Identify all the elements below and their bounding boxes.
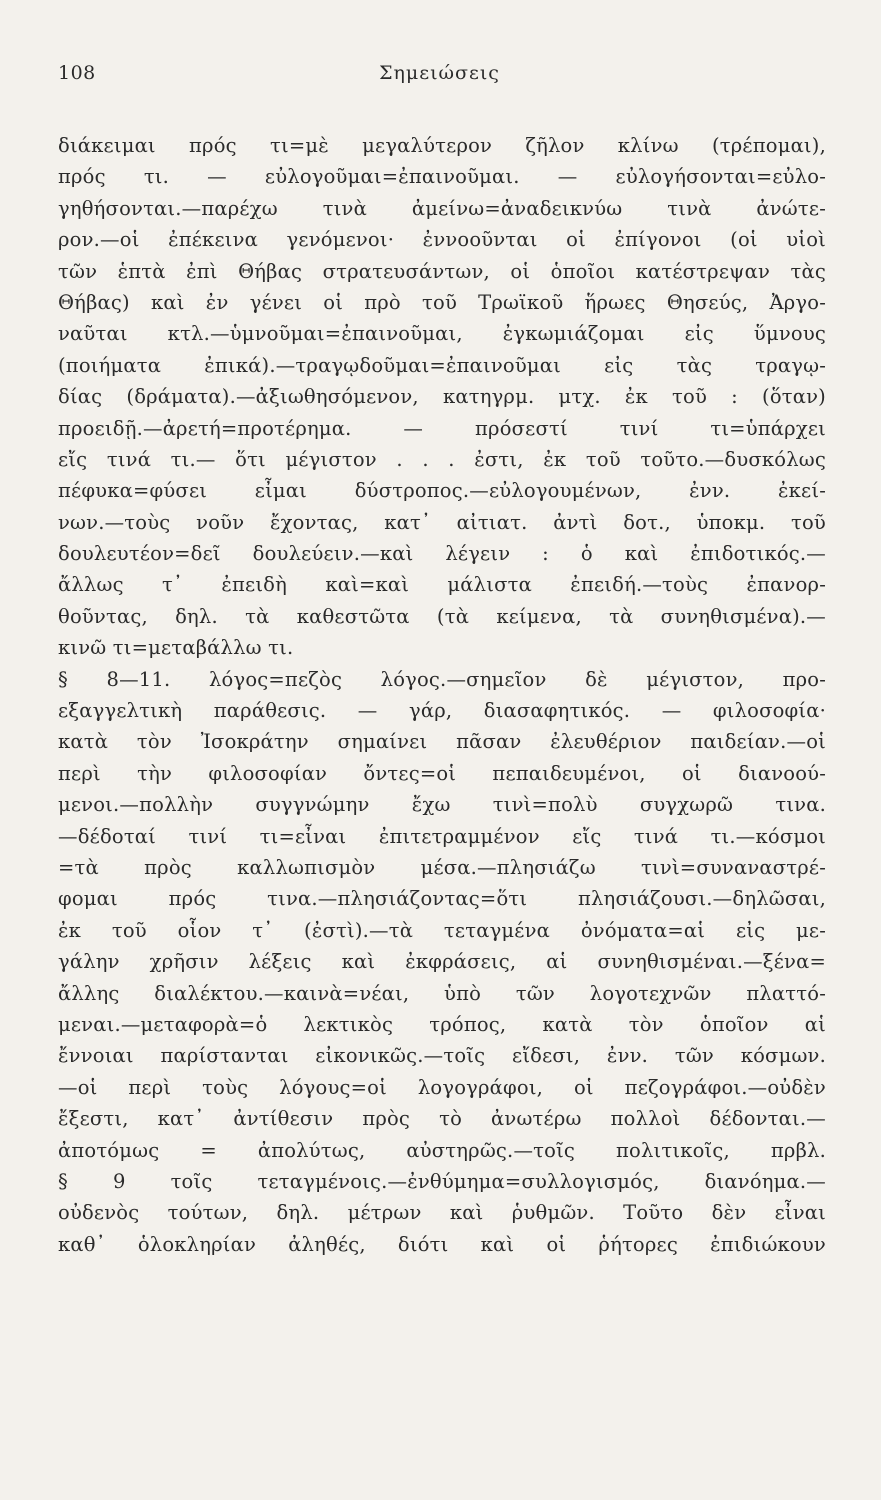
text-line: καθ᾽ ὁλοκληρίαν ἀληθές, διότι καὶ οἱ ῥήτορες ἐπιδιώκουν [58,1232,826,1256]
text-line: ἔξεστι, κατ᾽ ἀντίθεσιν πρὸς τὸ ἀνωτέρω πολλοὶ δέδονται.— [58,1107,826,1131]
text-line: δουλευτέον=δεῖ δουλεύειν.—καὶ λέγειν : ὁ καὶ ἐπιδοτικός.— [58,542,826,566]
text-line: εξαγγελτικὴ παράθεσις. — γάρ, διασαφητικός. — φιλοσοφία· [58,699,826,723]
text-line: νων.—τοὺς νοῦν ἔχοντας, κατ᾽ αἰτιατ. ἀντὶ δοτ., ὑποκμ. τοῦ [58,510,826,534]
text-line: ἄλλως τ᾽ ἐπειδὴ καὶ=καὶ μάλιστα ἐπειδή.—τοὺς ἐπανορ- [58,573,826,597]
text-line: § 8—11. λόγος=πεζὸς λόγος.—σημεῖον δὲ μέγιστον, προ- [58,667,826,691]
text-line: ἐκ τοῦ οἷον τ᾽ (ἐστὶ).—τὰ τεταγμένα ὀνόματα=αἱ εἰς με- [58,918,826,942]
text-line: τῶν ἑπτὰ ἐπὶ Θήβας στρατευσάντων, οἱ ὁποῖοι κατέστρεψαν τὰς [58,259,826,283]
text-line: κατὰ τὸν Ἰσοκράτην σημαίνει πᾶσαν ἐλευθέριον παιδείαν.—οἱ [58,730,826,754]
text-line: Θήβας) καὶ ἐν γένει οἱ πρὸ τοῦ Τρωϊκοῦ ἥρωες Θησεύς, Ἀργο- [58,290,826,314]
text-line: ἄλλης διαλέκτου.—καινὰ=νέαι, ὑπὸ τῶν λογοτεχνῶν πλαττό- [58,981,826,1005]
text-line: κινῶ τι=μεταβάλλω τι. [58,636,294,660]
text-line: περὶ τὴν φιλοσοφίαν ὄντες=οἱ πεπαιδευμένοι, οἱ διανοού- [58,761,826,785]
text-line: προειδῇ.—ἀρετή=προτέρημα. — πρόσεστί τινί τι=ὑπάρχει [58,416,826,440]
page-header [58,62,821,92]
text-line: μεναι.—μεταφορὰ=ὁ λεκτικὸς τρόπος, κατὰ τὸν ὁποῖον αἱ [58,1012,826,1036]
text-line: πρός τι. — εὐλογοῦμαι=ἐπαινοῦμαι. — εὐλογήσονται=εὐλο- [58,165,826,189]
text-line: ρον.—οἱ ἐπέκεινα γενόμενοι· ἐννοοῦνται οἱ ἐπίγονοι (οἱ υἱοὶ [58,228,826,252]
text-line: (ποιήματα ἐπικά).—τραγῳδοῦμαι=ἐπαινοῦμαι εἰς τὰς τραγῳ- [58,353,826,377]
text-line: γηθήσονται.—παρέχω τινὰ ἀμείνω=ἀναδεικνύω τινὰ ἀνώτε- [58,196,826,220]
text-line: πέφυκα=φύσει εἶμαι δύστροπος.—εὐλογουμένων, ἐνν. ἐκεί- [58,479,826,503]
text-line: διάκειμαι πρός τι=μὲ μεγαλύτερον ζῆλον κλίνω (τρέπομαι), [58,134,826,157]
text-line: ναῦται κτλ.—ὑμνοῦμαι=ἐπαινοῦμαι, ἐγκωμιάζομαι εἰς ὕμνους [58,322,826,346]
text-line: =τὰ πρὸς καλλωπισμὸν μέσα.—πλησιάζω τινὶ=συναναστρέ- [58,855,826,879]
text-line: —δέδοταί τινί τι=εἶναι ἐπιτετραμμένον εἴς τινά τι.—κόσμοι [58,824,826,848]
text-line: § 9 τοῖς τεταγμένοις.—ἐνθύμημα=συλλογισμός, διανόημα.— [58,1169,826,1193]
text-line: γάλην χρῆσιν λέξεις καὶ ἐκφράσεις, αἱ συνηθισμέναι.—ξένα= [58,950,826,974]
text-line: οὐδενὸς τούτων, δηλ. μέτρων καὶ ῥυθμῶν. Τοῦτο δὲν εἶναι [58,1201,826,1225]
text-line: θοῦντας, δηλ. τὰ καθεστῶτα (τὰ κείμενα, τὰ συνηθισμένα).— [58,604,826,628]
text-line: φομαι πρός τινα.—πλησιάζοντας=ὅτι πλησιάζουσι.—δηλῶσαι, [58,887,826,911]
text-line: ἀποτόμως = ἀπολύτως, αὐστηρῶς.—τοῖς πολιτικοῖς, πρβλ. [58,1138,826,1162]
text-line: ἔννοιαι παρίστανται εἰκονικῶς.—τοῖς εἴδεσι, ἐνν. τῶν κόσμων. [58,1044,826,1068]
page-number: 108 [58,62,96,84]
running-title: Σημειώσεις [379,62,500,84]
notes-text [58,130,826,1260]
text-line: εἴς τινά τι.— ὅτι μέγιστον . . . ἐστι, ἐκ τοῦ τοῦτο.—δυσκόλως [58,447,826,471]
text-line: μενοι.—πολλὴν συγγνώμην ἔχω τινὶ=πολὺ συγχωρῶ τινα. [58,793,826,817]
text-line: —οἱ περὶ τοὺς λόγους=οἱ λογογράφοι, οἱ πεζογράφοι.—οὐδὲν [58,1075,826,1099]
text-line: δίας (δράματα).—ἀξιωθησόμενον, κατηγρμ. μτχ. ἐκ τοῦ : (ὅταν) [58,385,826,409]
